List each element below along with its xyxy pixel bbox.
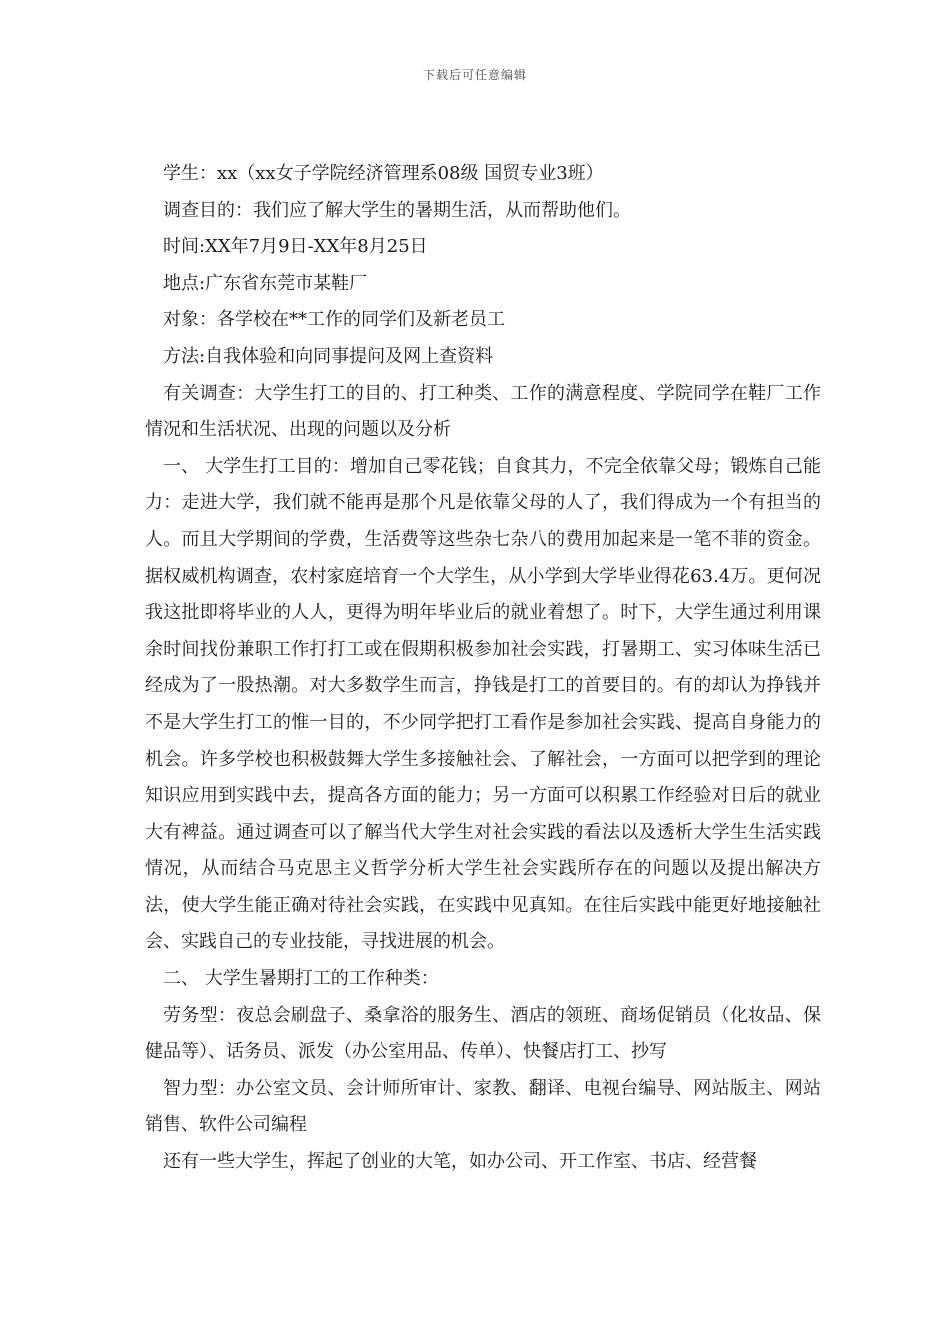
- paragraph-intellect-type: 智力型：办公室文员、会计师所审计、家教、翻译、电视台编导、网站版主、网站销售、软件公司编程: [145, 1077, 821, 1136]
- paragraph-method: 方法:自我体验和向同事提问及网上查资料: [163, 345, 494, 367]
- paragraph-location: 地点:广东省东莞市某鞋厂: [163, 272, 368, 294]
- paragraph-entrepreneurship: 还有一些大学生，挥起了创业的大笔，如办公司、开工作室、书店、经营餐: [163, 1151, 757, 1173]
- paragraph-section-1: 一、 大学生打工目的：增加自己零花钱；自食其力，不完全依靠父母；锻炼自己能力：走进大学，我们就不能再是那个凡是依靠父母的人了，我们得成为一个有担当的人。而且大学期间的学费，生活费等这些杂七杂八的费用加起来是一笔不菲的资金。据权威机构调查，农村家庭培育一个大学生，从小学到大学毕业得花63.4万。更何况我这批即将毕业的人人，更得为明年毕业后的就业着想了。时下，大学生通过利用课余时间找份兼职工作打打工或在假期积极参加社会实践，打暑期工、实习体味生活已经成为了一股热潮。对大多数学生而言，挣钱是打工的首要目的。有的却认为挣钱并不是大学生打工的惟一目的，不少同学把打工看作是参加社会实践、提高自身能力的机会。许多学校也积极鼓舞大学生多接触社会、了解社会，一方面可以把学到的理论知识应用到实践中去，提高各方面的能力；另一方面可以积累工作经验对日后的就业大有裨益。通过调查可以了解当代大学生对社会实践的看法以及透析大学生生活实践情况，从而结合马克思主义哲学分析大学生社会实践所存在的问题以及提出解决方法，使大学生能正确对待社会实践，在实践中见真知。在往后实践中能更好地接触社会、实践自己的专业技能，寻找进展的机会。: [145, 455, 821, 953]
- page-header: 下载后可任意编辑: [422, 68, 527, 82]
- paragraph-time: 时间:XX年7月9日-XX年8月25日: [163, 236, 428, 258]
- paragraph-section-2-heading: 二、 大学生暑期打工的工作种类：: [163, 968, 439, 990]
- document-body: [145, 156, 821, 1181]
- paragraph-purpose: 调查目的：我们应了解大学生的暑期生活，从而帮助他们。: [163, 199, 631, 221]
- paragraph-survey-scope: 有关调查：大学生打工的目的、打工种类、工作的满意程度、学院同学在鞋厂工作情况和生活状况、出现的问题以及分析: [145, 382, 821, 441]
- paragraph-labor-type: 劳务型：夜总会刷盘子、桑拿浴的服务生、酒店的领班、商场促销员（化妆品、保健品等）、话务员、派发（办公室用品、传单）、快餐店打工、抄写: [145, 1004, 821, 1063]
- paragraph-subjects: 对象：各学校在**工作的同学们及新老员工: [163, 309, 505, 331]
- paragraph-student: 学生：xx（xx女子学院经济管理系08级 国贸专业3班）: [163, 163, 604, 184]
